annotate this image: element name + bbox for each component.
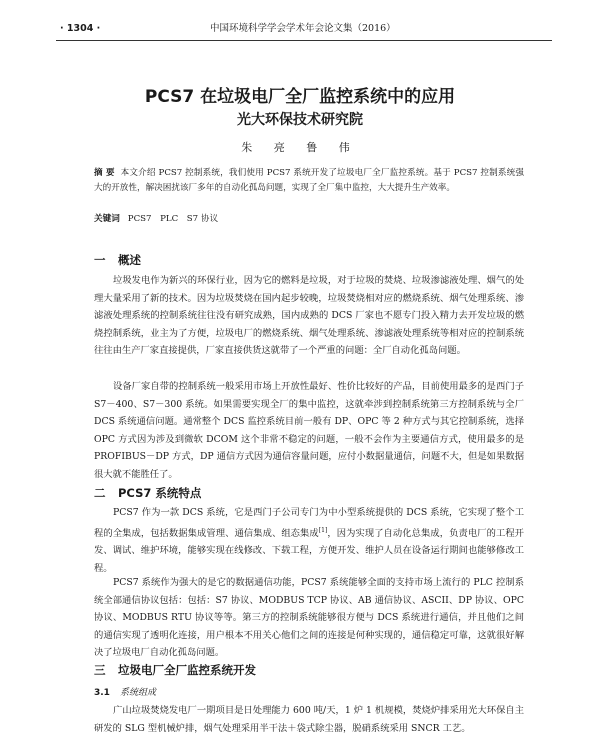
- section-heading-2: [94, 485, 201, 501]
- section-title: PCS7 系统特点: [118, 486, 202, 500]
- subsection-number: 3.1: [94, 688, 110, 698]
- paragraph-text: PCS7 作为一款 DCS 系统，它是西门子公司专门为中小型系统提供的 DCS 系统，它实现了整个工程的全集成，包括数据集成管理、通信集成、组态集成: [94, 507, 524, 539]
- citation: [1]: [318, 526, 328, 534]
- paper-authors: 朱 亮 鲁 伟: [241, 141, 359, 154]
- section-number: 一: [94, 253, 106, 267]
- section-title: 垃圾电厂全厂监控系统开发: [118, 663, 256, 677]
- section-number: 三: [94, 663, 106, 677]
- abstract-text: 本文介绍 PCS7 控制系统，我们使用 PCS7 系统开发了垃圾电厂全厂监控系统。基于 PCS7 控制系统强大的开放性，解决困扰该厂多年的自动化孤岛问题，实现了全厂集中监控，大大提升生产效率。: [94, 168, 524, 193]
- subsection-title: 系统组成: [119, 688, 156, 698]
- paragraph: 垃圾发电作为新兴的环保行业，因为它的燃料是垃圾，对于垃圾的焚烧、垃圾渗滤液处理、烟气的处理大量采用了新的技术。因为垃圾焚烧在国内起步较晚，垃圾焚烧相对应的燃烧系统、烟气处理系统、渗滤液处理系统的控制系统往往没有研究成熟，国内成熟的 DCS 厂家也不愿专门投入精力去开发垃圾的燃烧控制系统，业主为了方便，垃圾电厂的燃烧系统、烟气处理系统、渗滤液处理系统等相对应的控制系统往往由生产厂家直接提供，厂家直接供货这就带了一个严重的问题：全厂自动化孤岛问题。: [94, 275, 524, 357]
- section-heading-3: [94, 662, 256, 678]
- paragraph: [94, 504, 524, 577]
- section-number: 二: [94, 486, 106, 500]
- paper-affiliation: 光大环保技术研究院: [237, 112, 363, 128]
- journal-name: 中国环境科学学会学术年会论文集（2016）: [210, 23, 396, 34]
- abstract-label: 摘 要: [94, 168, 115, 178]
- abstract: [94, 166, 524, 196]
- paragraph-text-tail: ，因为实现了自动化总集成，负责电厂的工程开发、调试、维护环境，能够实现在线修改、下载工程，方便开发、维护人员在设备运行期间也能够修改工程。: [94, 527, 524, 574]
- paragraph: PCS7 系统作为强大的是它的数据通信功能，PCS7 系统能够全面的支持市场上流行的 PLC 控制系统全部通信协议包括：包括：S7 协议、MODBUS TCP 协议、AB 通信协议、ASCII、DP 协议、OPC 协议、MODBUS RTU 协议等等。第三方的控制系统能够很方便与 DCS 系统进行通信，并且他们之间的通信实现了透明化连接，用户根本不用关心他们之间的连接是何种实现的，通信稳定可靠，这就很好解决了垃圾电厂自动化孤岛问题。: [94, 577, 524, 659]
- keywords: [94, 212, 524, 227]
- header-rule: [56, 40, 552, 41]
- subsection-heading: [94, 686, 156, 700]
- running-header: [60, 22, 550, 36]
- paragraph: 广山垃圾焚烧发电厂一期项目是日处理能力 600 吨/天，1 炉 1 机规模，焚烧炉排采用光大环保自主研发的 SLG 型机械炉排，烟气处理采用半干法＋袋式除尘器，脱硝系统采用 SNCR 工艺。: [94, 705, 524, 734]
- section-heading-1: [94, 252, 141, 268]
- page-number: · 1304 ·: [60, 23, 101, 34]
- keywords-text: PCS7 PLC S7 协议: [127, 214, 219, 224]
- section-title: 概述: [118, 253, 141, 267]
- keywords-label: 关键词: [94, 214, 120, 224]
- paragraph: 设备厂家自带的控制系统一般采用市场上开放性最好、性价比较好的产品，目前使用最多的是西门子 S7－400、S7－300 系统。如果需要实现全厂的集中监控，这就牵涉到控制系统第三方控制系统与全厂 DCS 系统通信问题。通常整个 DCS 监控系统目前一般有 DP、OPC 等 2 种方式与其它控制系统，选择 OPC 方式因为涉及到微软 DCOM 这个非常不稳定的问题，一般不会作为主要通信方式，使用最多的是 PROFIBUS－DP 方式，DP 通信方式因为通信容量问题，应付小数据量通信，问题不大，但是如果数据很大就不能胜任了。: [94, 381, 524, 480]
- paper-title: PCS7 在垃圾电厂全厂监控系统中的应用: [144, 87, 456, 107]
